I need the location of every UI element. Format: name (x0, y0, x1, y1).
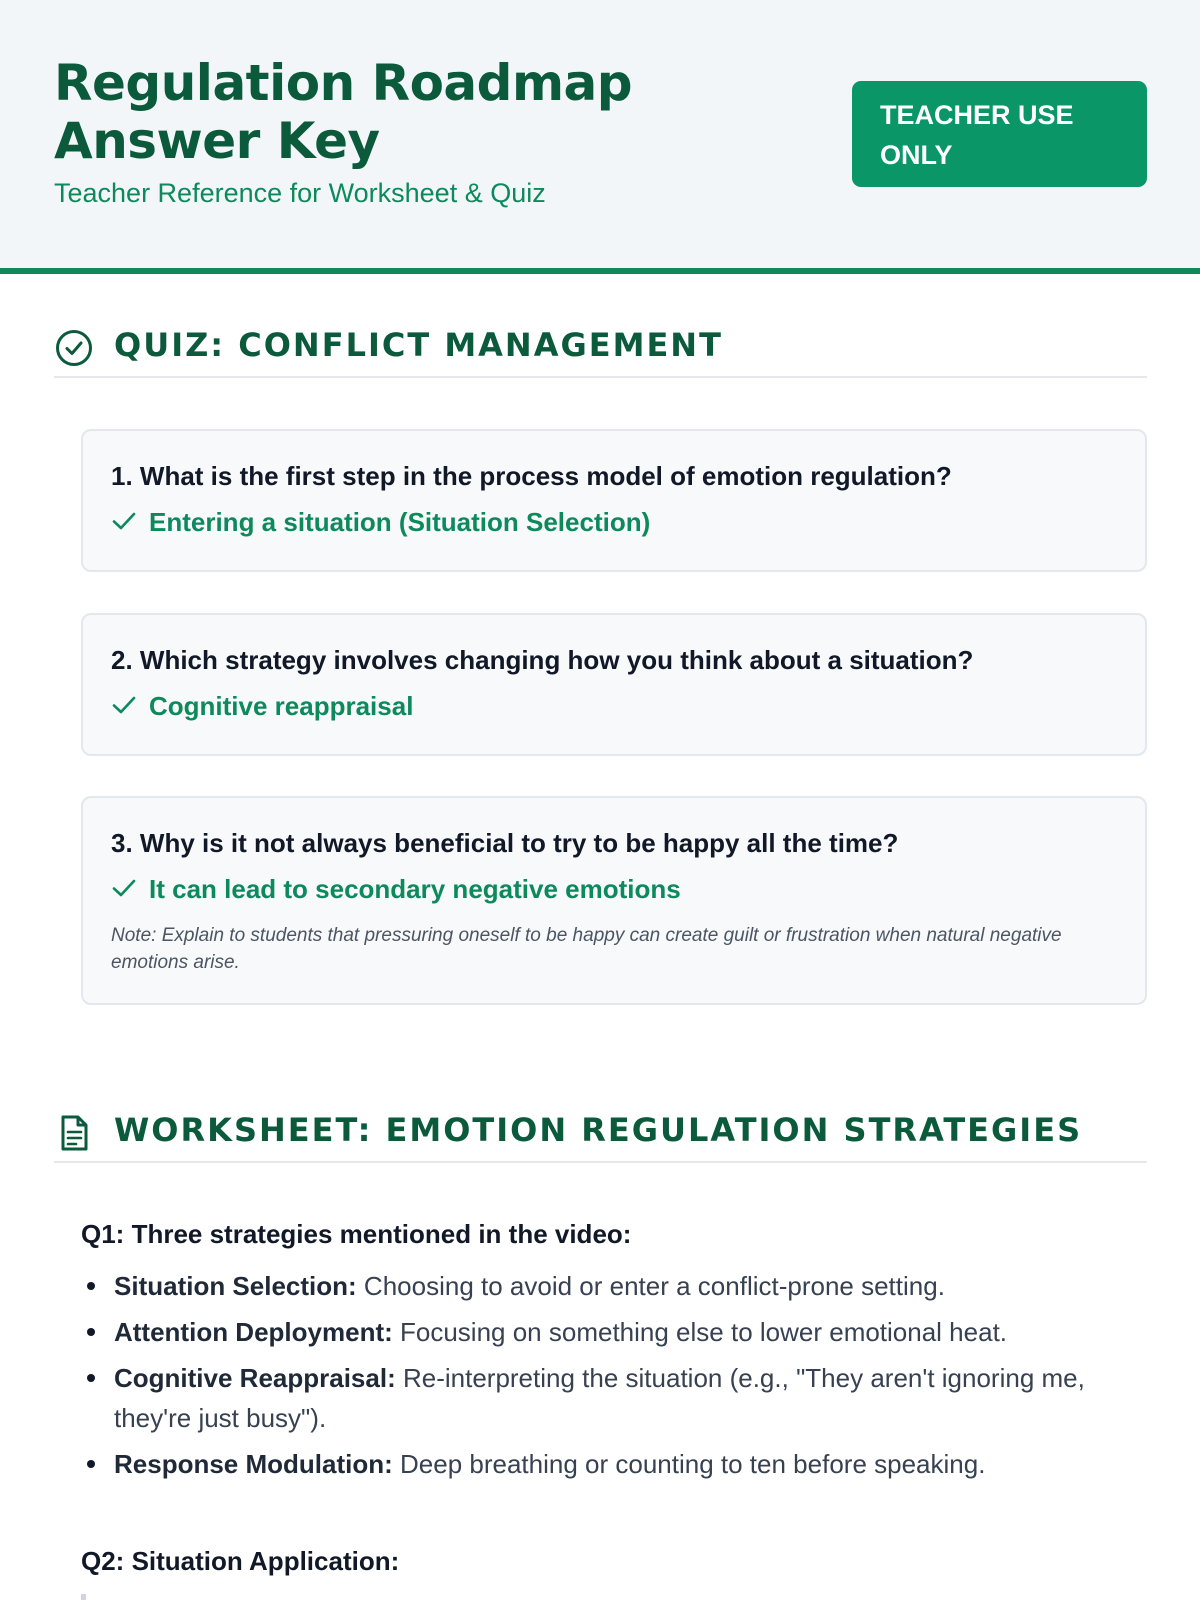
quiz-question-card (81, 613, 1147, 756)
answer-label: Entering a situation (Situation Selection) (149, 507, 651, 537)
checkmark-icon (111, 875, 137, 901)
page-header (0, 0, 1200, 274)
strategy-term: Response Modulation: (114, 1449, 393, 1479)
answer-block-border (81, 1594, 86, 1600)
document-icon (54, 1113, 94, 1153)
check-circle-icon (54, 328, 94, 368)
strategy-description: Focusing on something else to lower emotional heat. (400, 1317, 1008, 1347)
question-text: 2. Which strategy involves changing how you think about a situation? (111, 645, 974, 675)
list-item (81, 1266, 1147, 1306)
quiz-heading-label: QUIZ: CONFLICT MANAGEMENT (114, 326, 723, 364)
strategy-term: Attention Deployment: (114, 1317, 393, 1347)
bullet (87, 1282, 95, 1290)
teacher-use-badge: TEACHER USE ONLY (852, 81, 1147, 187)
bullet (87, 1374, 95, 1382)
checkmark-icon (111, 692, 137, 718)
quiz-section-heading (54, 322, 1147, 378)
worksheet-heading-label: WORKSHEET: EMOTION REGULATION STRATEGIES (114, 1111, 1083, 1149)
teacher-note: Note: Explain to students that pressuring oneself to be happy can create guilt or frustration when natural negative emotions arise. (111, 925, 1062, 973)
question-text: 3. Why is it not always beneficial to try to be happy all the time? (111, 828, 899, 858)
answer-text (111, 507, 650, 538)
page-title: Regulation Roadmap Answer Key (54, 54, 633, 170)
list-item (81, 1444, 1147, 1484)
checkmark-icon (111, 508, 137, 534)
quiz-question-card (81, 429, 1147, 572)
quiz-question-card (81, 796, 1147, 1005)
strategy-term: Cognitive Reappraisal: (114, 1363, 396, 1393)
worksheet-q2-title: Q2: Situation Application: (81, 1546, 400, 1576)
list-item (81, 1358, 1147, 1438)
strategy-description: Deep breathing or counting to ten before speaking. (400, 1449, 986, 1479)
bullet (87, 1460, 95, 1468)
answer-label: It can lead to secondary negative emotions (149, 874, 681, 904)
worksheet-section-heading (54, 1107, 1147, 1163)
strategy-list (81, 1266, 1147, 1490)
strategy-term: Situation Selection: (114, 1271, 357, 1301)
answer-label: Cognitive reappraisal (149, 691, 414, 721)
worksheet-q1-title: Q1: Three strategies mentioned in the video: (81, 1219, 632, 1249)
strategy-description: Choosing to avoid or enter a conflict-prone setting. (363, 1271, 945, 1301)
bullet (87, 1328, 95, 1336)
list-item (81, 1312, 1147, 1352)
strategy-description: Re-interpreting the situation (e.g., "They aren't ignoring me, they're just busy"). (114, 1363, 1085, 1433)
answer-text (111, 874, 681, 905)
page-subtitle: Teacher Reference for Worksheet & Quiz (54, 178, 546, 208)
question-text: 1. What is the first step in the process model of emotion regulation? (111, 461, 952, 491)
answer-text (111, 691, 413, 722)
